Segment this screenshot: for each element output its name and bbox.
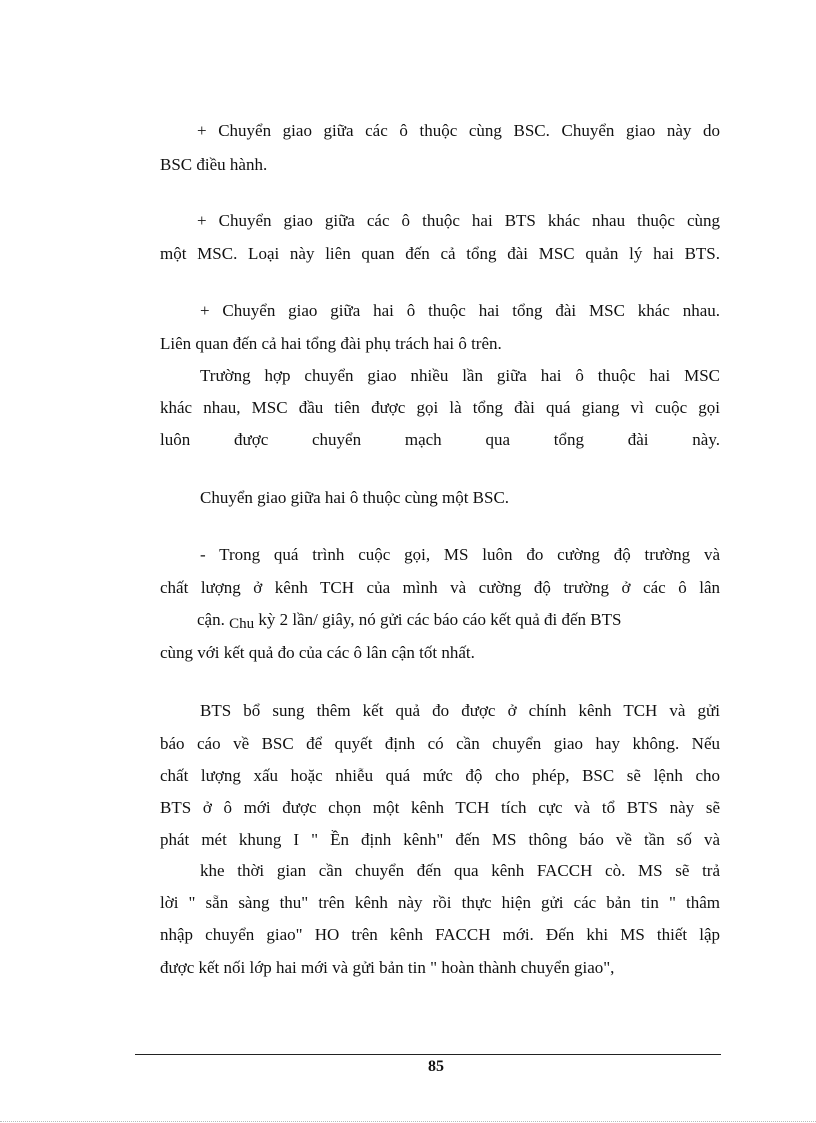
text-line: BSC điều hành. [160, 155, 268, 174]
text-segment-lowered: Chu [229, 616, 255, 632]
text-line: được kết nối lớp hai mới và gửi bản tin " hoàn thành chuyển giao", [160, 958, 615, 977]
text-line: luôn được chuyển mạch qua tổng đài này. [160, 430, 720, 449]
text-segment: cận. [197, 610, 225, 629]
text-line: chất lượng xấu hoặc nhiễu quá mức độ cho phép, BSC sẽ lệnh cho [160, 766, 720, 785]
text-line: lời " sẵn sàng thu" trên kênh này rồi thực hiện gửi các bản tin " thâm [160, 893, 720, 912]
text-line-mixed [197, 607, 720, 633]
text-line: chất lượng ở kênh TCH của mình và cường độ trường ở các ô lân [160, 578, 720, 597]
section-heading: Chuyển giao giữa hai ô thuộc cùng một BSC. [200, 488, 510, 507]
text-segment: kỳ 2 lần/ giây, nó gửi các báo cáo kết quả đi đến BTS [258, 610, 622, 629]
text-line: BTS bổ sung thêm kết quả đo được ở chính kênh TCH và gửi [200, 701, 720, 720]
text-line: + Chuyển giao giữa các ô thuộc cùng BSC. Chuyển giao này do [197, 121, 720, 140]
page-bottom-divider [0, 1121, 816, 1122]
text-line: + Chuyển giao giữa hai ô thuộc hai tổng đài MSC khác nhau. [200, 301, 720, 320]
text-line: Trường hợp chuyển giao nhiều lần giữa hai ô thuộc hai MSC [200, 366, 720, 385]
text-line: + Chuyển giao giữa các ô thuộc hai BTS khác nhau thuộc cùng [197, 211, 720, 230]
text-line: phát mét khung I " Ền định kênh" đến MS thông báo về tần số và [160, 830, 720, 849]
text-line: khe thời gian cần chuyển đến qua kênh FACCH cò. MS sẽ trả [200, 861, 720, 880]
text-line: một MSC. Loại này liên quan đến cả tổng đài MSC quản lý hai BTS. [160, 244, 720, 263]
text-line: nhập chuyển giao" HO trên kênh FACCH mới. Đến khi MS thiết lập [160, 925, 720, 944]
text-line: khác nhau, MSC đầu tiên được gọi là tổng đài quá giang vì cuộc gọi [160, 398, 720, 417]
footer-rule [135, 1054, 721, 1055]
text-line: cùng với kết quả đo của các ô lân cận tốt nhất. [160, 643, 475, 662]
page-number: 85 [428, 1058, 444, 1075]
text-line: BTS ở ô mới được chọn một kênh TCH tích cực và tổ BTS này sẽ [160, 798, 720, 817]
text-line: báo cáo về BSC để quyết định có cần chuyển giao hay không. Nếu [160, 734, 720, 753]
text-line: - Trong quá trình cuộc gọi, MS luôn đo cường độ trường và [200, 545, 720, 564]
text-line: Liên quan đến cả hai tổng đài phụ trách hai ô trên. [160, 334, 502, 353]
